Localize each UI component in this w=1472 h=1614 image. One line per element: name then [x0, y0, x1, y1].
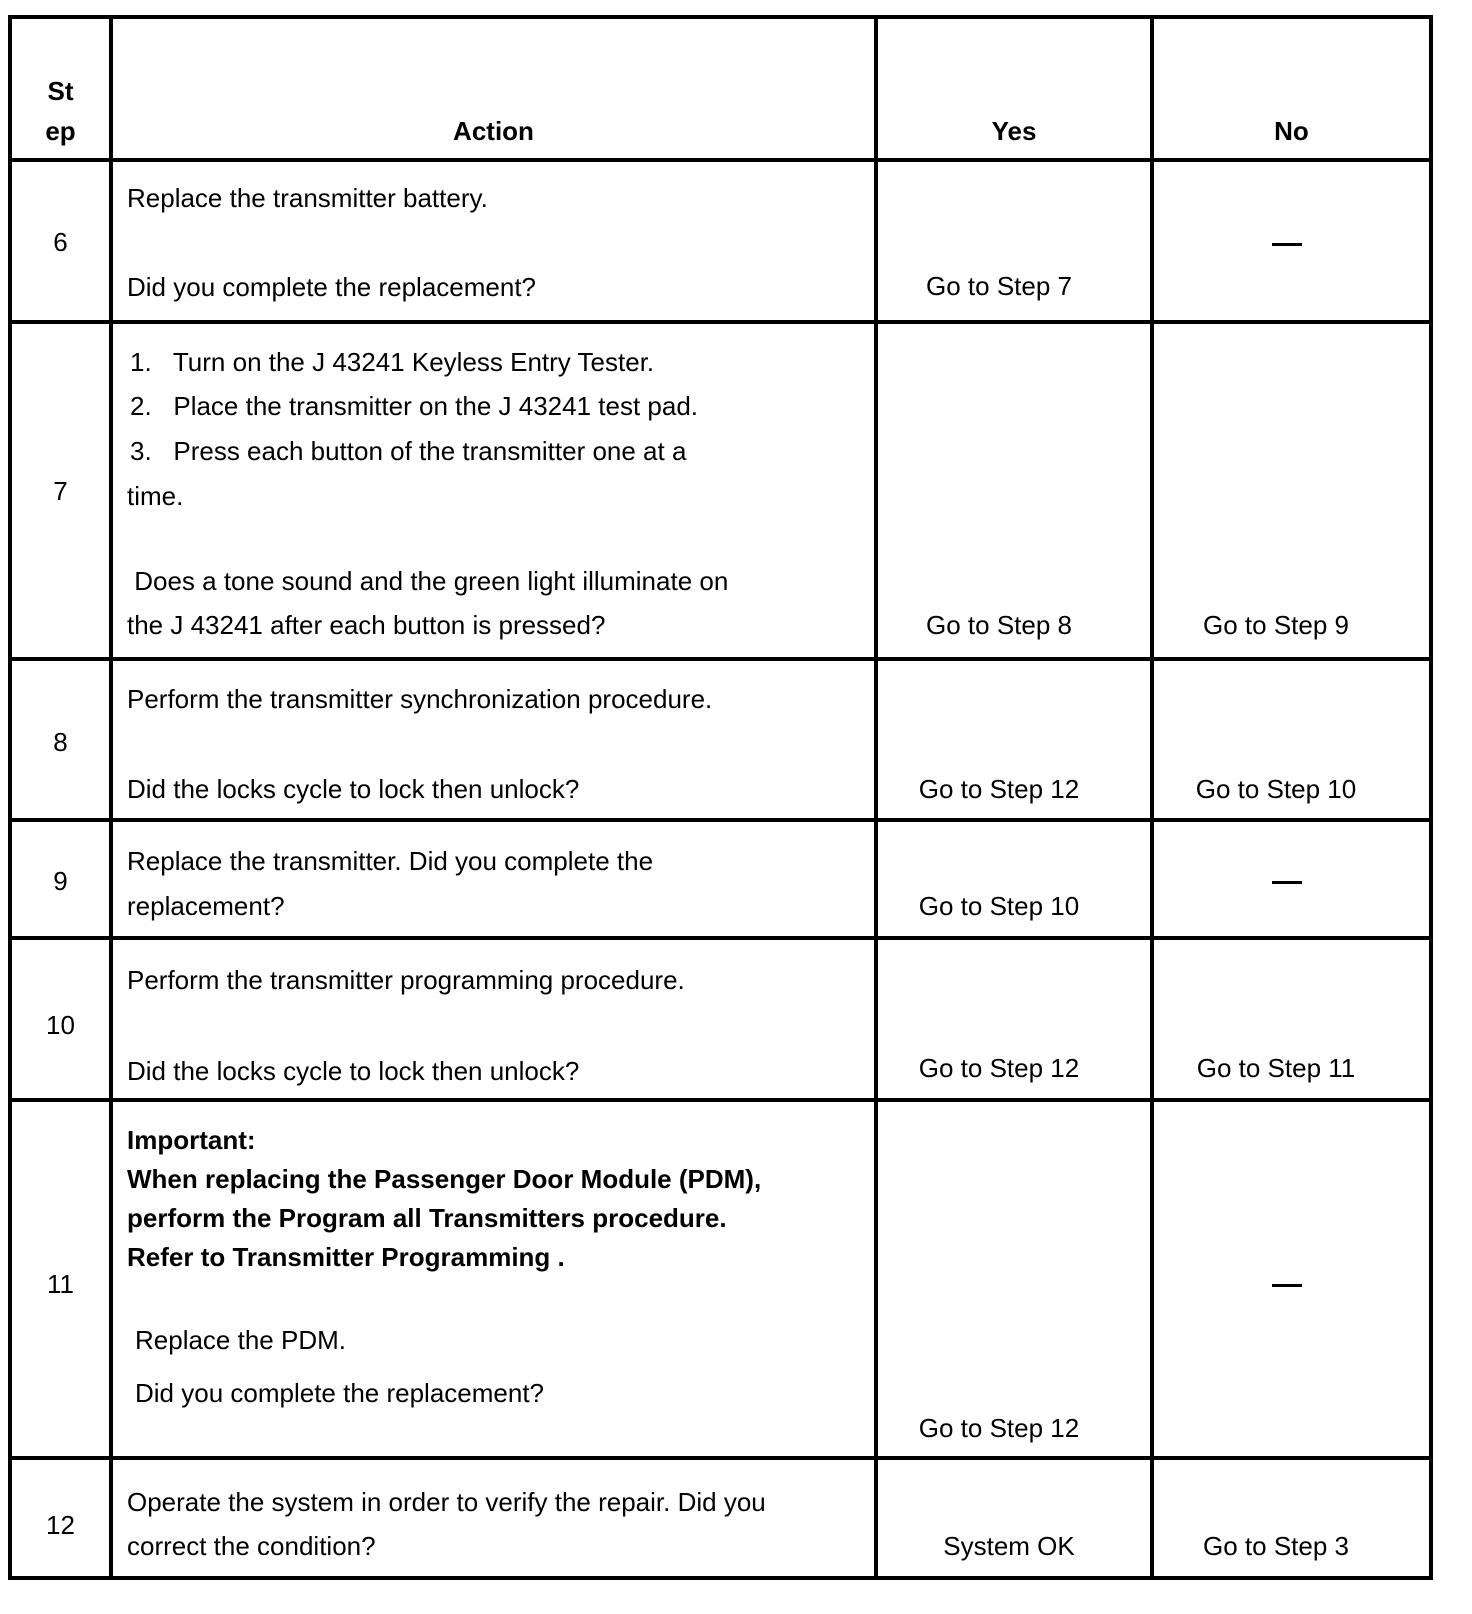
- action-text: Replace the transmitter battery.: [127, 183, 488, 213]
- action-list-item: 1. Turn on the J 43241 Keyless Entry Tester.: [130, 347, 655, 377]
- step-number: 11: [47, 1269, 74, 1299]
- important-note: When replacing the Passenger Door Module (PDM),: [127, 1164, 762, 1194]
- action-text: Replace the transmitter. Did you complete the: [127, 846, 654, 876]
- no-result: Go to Step 11: [1196, 1053, 1356, 1083]
- action-question: Did you complete the replacement?: [135, 1378, 545, 1408]
- yes-result: Go to Step 12: [918, 1053, 1080, 1083]
- step-number: 8: [53, 727, 68, 757]
- action-text: time.: [127, 481, 184, 511]
- header-yes: Yes: [991, 116, 1037, 146]
- yes-result: Go to Step 8: [926, 610, 1072, 640]
- no-result-dash: [1272, 881, 1302, 884]
- step-number: 7: [53, 476, 68, 506]
- yes-result: Go to Step 12: [918, 774, 1080, 804]
- action-question: the J 43241 after each button is pressed?: [127, 610, 606, 640]
- step-number: 10: [46, 1010, 75, 1040]
- step-number: 9: [53, 866, 68, 896]
- action-question: Did you complete the replacement?: [127, 272, 537, 302]
- important-label: Important:: [127, 1125, 256, 1155]
- action-text: Replace the PDM.: [135, 1325, 346, 1355]
- step-number: 12: [46, 1510, 75, 1540]
- yes-result: System OK: [943, 1531, 1075, 1561]
- action-question: Does a tone sound and the green light illuminate on: [127, 566, 729, 596]
- yes-result: Go to Step 10: [918, 891, 1080, 921]
- no-result-dash: [1272, 243, 1302, 246]
- action-text: replacement?: [127, 891, 285, 921]
- action-list-item: 2. Place the transmitter on the J 43241 test pad.: [130, 391, 699, 421]
- action-list-item: 3. Press each button of the transmitter one at a: [130, 436, 687, 466]
- no-result-dash: [1272, 1284, 1302, 1287]
- header-action: Action: [453, 116, 534, 146]
- header-step-line2: ep: [45, 116, 76, 146]
- yes-result: Go to Step 7: [926, 271, 1072, 301]
- important-note: Refer to Transmitter Programming .: [127, 1242, 565, 1272]
- action-text: Perform the transmitter synchronization procedure.: [127, 684, 713, 714]
- no-result: Go to Step 3: [1203, 1531, 1349, 1561]
- no-result: Go to Step 10: [1195, 774, 1357, 804]
- action-question: Did the locks cycle to lock then unlock?: [127, 774, 580, 804]
- header-step-line1: St: [47, 76, 74, 106]
- header-no: No: [1274, 116, 1309, 146]
- important-note: perform the Program all Transmitters procedure.: [127, 1203, 727, 1233]
- action-text: Operate the system in order to verify the repair. Did you: [127, 1487, 766, 1517]
- action-text: Perform the transmitter programming procedure.: [127, 965, 685, 995]
- step-number: 6: [53, 227, 68, 257]
- no-result: Go to Step 9: [1203, 610, 1349, 640]
- action-question: correct the condition?: [127, 1531, 376, 1561]
- action-question: Did the locks cycle to lock then unlock?: [127, 1056, 580, 1086]
- yes-result: Go to Step 12: [918, 1413, 1080, 1443]
